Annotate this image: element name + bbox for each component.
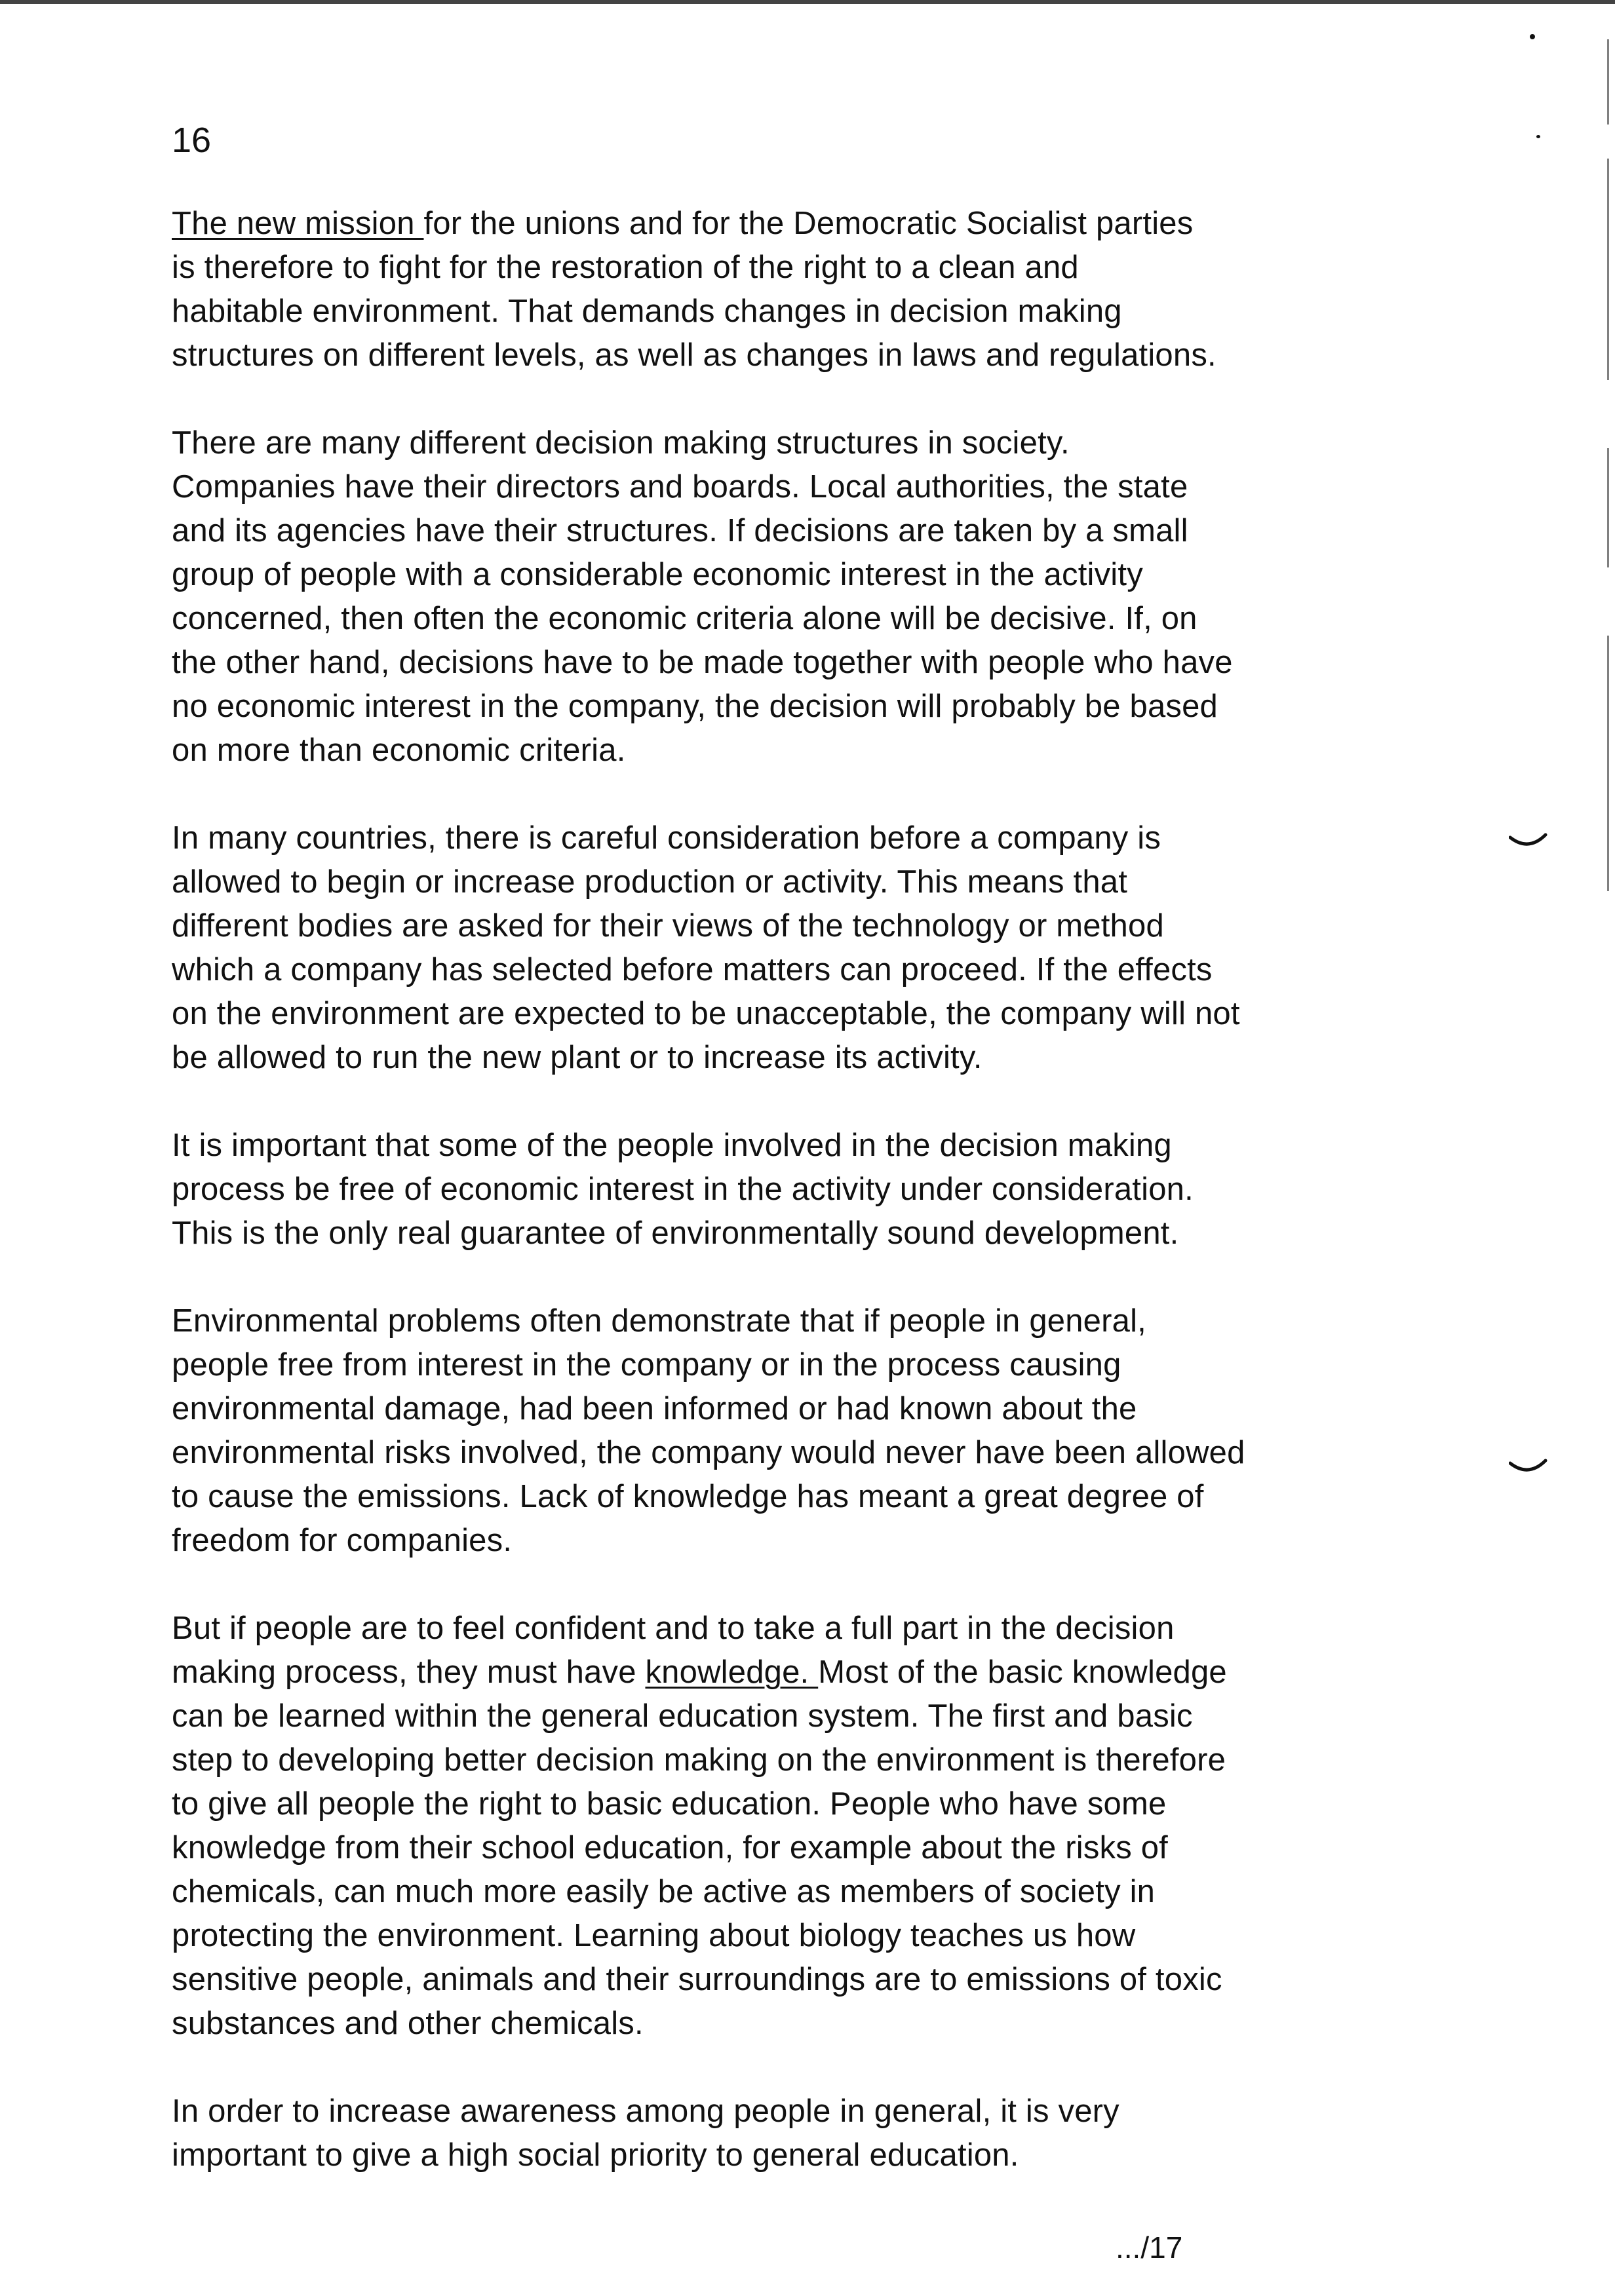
scan-edge-line: [1607, 39, 1609, 891]
text-line: Companies have their directors and boards. Local authorities, the state: [172, 469, 1188, 505]
text-line: concerned, then often the economic criteria alone will be decisive. If, on: [172, 601, 1197, 636]
text-line: the other hand, decisions have to be made together with people who have: [172, 645, 1233, 680]
text-line: [172, 202, 1338, 246]
text-line: But if people are to feel confident and to take a full part in the decision: [172, 1611, 1175, 1646]
line-text: making process, they must have: [172, 1655, 646, 1690]
text-line: different bodies are asked for their views of the technology or method: [172, 908, 1164, 944]
text-line: habitable environment. That demands changes in decision making: [172, 294, 1122, 329]
text-line: people free from interest in the company or in the process causing: [172, 1347, 1121, 1383]
text-line: can be learned within the general education system. The first and basic: [172, 1698, 1193, 1734]
text-line: freedom for companies.: [172, 1523, 513, 1558]
margin-check-mark: [1509, 832, 1548, 852]
page-number: 16: [172, 121, 212, 160]
text-line: to cause the emissions. Lack of knowledge has meant a great degree of: [172, 1479, 1204, 1514]
paragraph: [172, 1607, 1338, 2046]
text-line: chemicals, can much more easily be active as members of society in: [172, 1874, 1156, 1909]
text-line: environmental risks involved, the company would never have been allowed: [172, 1435, 1245, 1470]
text-line: [172, 1651, 1338, 1694]
paragraph: [172, 1124, 1338, 1255]
text-line: process be free of economic interest in the activity under consideration.: [172, 1172, 1194, 1207]
text-line: It is important that some of the people involved in the decision making: [172, 1128, 1172, 1163]
text-line: In order to increase awareness among people in general, it is very: [172, 2094, 1119, 2129]
text-line: There are many different decision making structures in society.: [172, 425, 1070, 461]
underlined-phrase: The new mission: [172, 206, 424, 241]
text-line: no economic interest in the company, the decision will probably be based: [172, 689, 1218, 724]
next-page-reference: .../17: [1116, 2230, 1183, 2265]
text-line: allowed to begin or increase production or activity. This means that: [172, 864, 1128, 900]
text-line: sensitive people, animals and their surroundings are to emissions of toxic: [172, 1962, 1222, 1997]
body-text: [172, 202, 1338, 2221]
line-text: Most of the basic knowledge: [818, 1655, 1227, 1690]
line-text: for the unions and for the Democratic Socialist parties: [423, 206, 1194, 241]
text-line: which a company has selected before matters can proceed. If the effects: [172, 952, 1213, 987]
text-line: and its agencies have their structures. If decisions are taken by a small: [172, 513, 1188, 548]
text-line: step to developing better decision making on the environment is therefore: [172, 1742, 1226, 1778]
scan-speck: [1530, 34, 1535, 39]
text-line: This is the only real guarantee of environmentally sound development.: [172, 1215, 1179, 1251]
text-line: knowledge from their school education, for example about the risks of: [172, 1830, 1168, 1866]
text-line: to give all people the right to basic education. People who have some: [172, 1786, 1167, 1822]
text-line: group of people with a considerable economic interest in the activity: [172, 557, 1143, 592]
paragraph: [172, 202, 1338, 377]
text-line: is therefore to fight for the restoration of the right to a clean and: [172, 250, 1079, 285]
text-line: protecting the environment. Learning about biology teaches us how: [172, 1918, 1136, 1953]
text-line: environmental damage, had been informed or had known about the: [172, 1391, 1137, 1426]
underlined-phrase: knowledge.: [645, 1655, 819, 1690]
text-line: on more than economic criteria.: [172, 733, 626, 768]
scan-top-rule: [0, 0, 1615, 4]
text-line: Environmental problems often demonstrate that if people in general,: [172, 1303, 1146, 1339]
paragraph: [172, 816, 1338, 1080]
text-line: In many countries, there is careful consideration before a company is: [172, 820, 1161, 856]
text-line: substances and other chemicals.: [172, 2006, 644, 2041]
text-line: be allowed to run the new plant or to increase its activity.: [172, 1040, 983, 1075]
text-line: on the environment are expected to be unacceptable, the company will not: [172, 996, 1240, 1031]
paragraph: [172, 421, 1338, 773]
text-line: structures on different levels, as well as changes in laws and regulations.: [172, 337, 1216, 373]
text-line: important to give a high social priority to general education.: [172, 2137, 1019, 2173]
margin-check-mark: [1509, 1458, 1548, 1478]
scan-speck: [1536, 135, 1540, 138]
paragraph: [172, 1299, 1338, 1563]
paragraph: [172, 2090, 1338, 2177]
